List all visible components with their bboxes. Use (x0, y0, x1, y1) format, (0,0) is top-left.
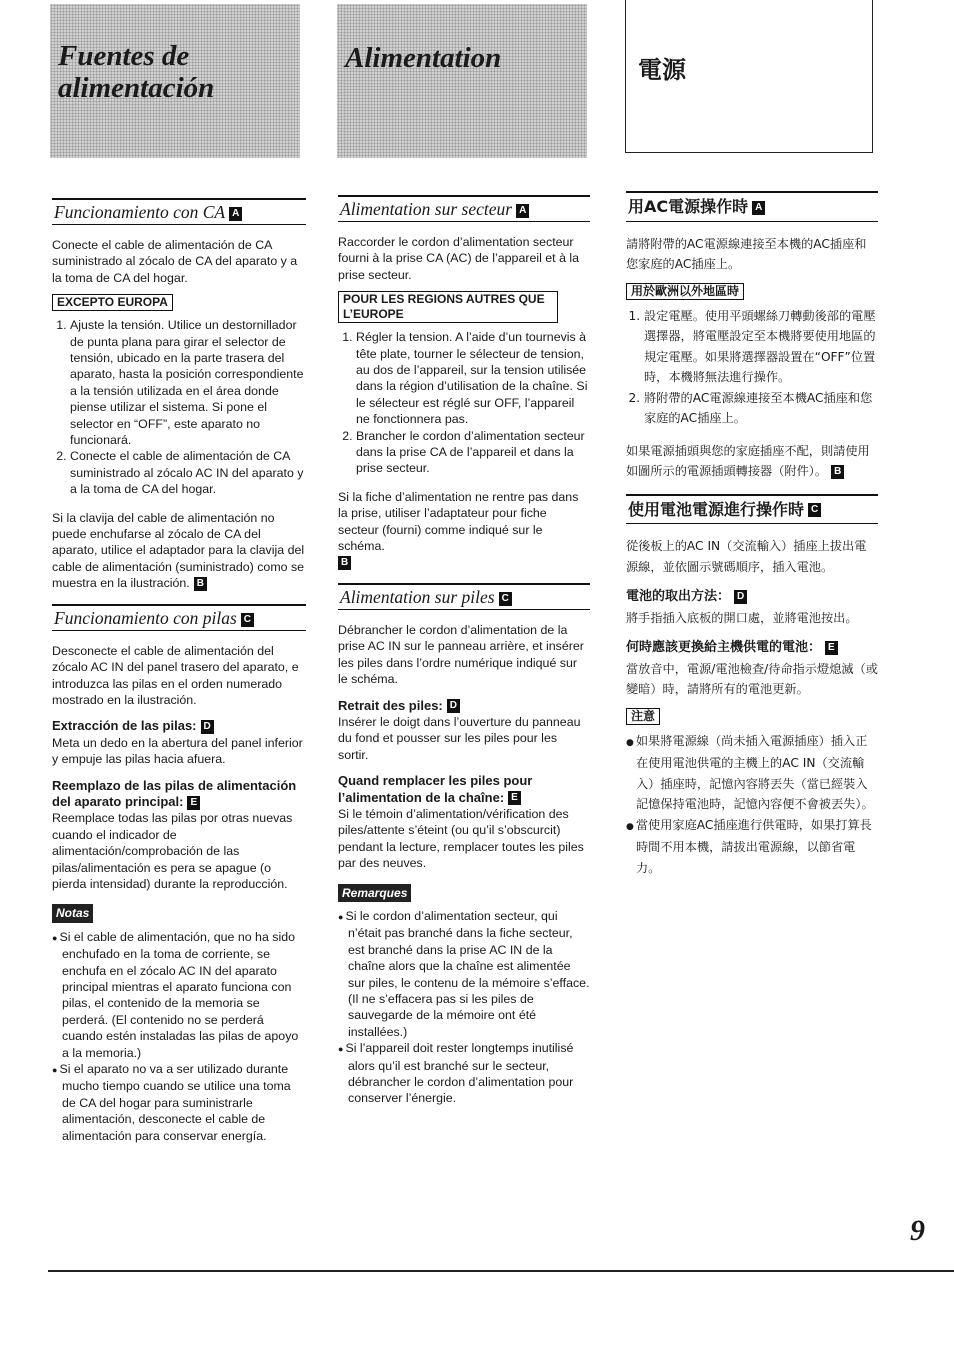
paragraph: Raccorder le cordon d’alimentation secteur fourni à la prise CA (AC) de l’appareil et à la prise secteur. (338, 234, 580, 282)
subheading: Extracción de las pilas: (52, 718, 197, 734)
step-item: 2. 將附帶的AC電源線連接至本機AC插座和您家庭的AC插座上。 (644, 388, 878, 429)
paragraph: Desconecte el cable de alimentación del zócalo AC IN del panel trasero del aparato, e introduzca las pilas en el orden numerado mostrado en la ilustración. (52, 643, 299, 707)
step-item: 1. Ajuste la tensión. Utilice un destornillador de punta plana para girar el selector de tensión, ubicado en la parte trasera del aparato, hasta la posición correspondiente a la tensión utilizada en el área donde piense utilizar el sistema. Si pone el selector en “OFF”, este aparato no funcionará. (70, 317, 306, 448)
figure-tag: A (229, 207, 242, 221)
paragraph: 從後板上的AC IN（交流輸入）插座上拔出電源線，並依圖示號碼順序，插入電池。 (626, 539, 867, 574)
page-number: 9 (910, 1214, 925, 1247)
figure-tag: C (499, 592, 512, 606)
paragraph: Meta un dedo en la abertura del panel inferior y empuje las pilas hacia afuera. (52, 735, 303, 767)
note-item: ● Si el aparato no va a ser utilizado durante mucho tiempo cuando se utilice una toma de CA del hogar para suministrarle alimentación, desconecte el cable de alimentación para conservar energía. (52, 1061, 306, 1144)
notes-list (52, 929, 306, 1144)
region-label: 用於歐洲以外地區時 (626, 283, 744, 300)
section-title: 用AC電源操作時 (628, 197, 749, 216)
section-title: Alimentation sur secteur (340, 199, 513, 219)
header-es (50, 4, 300, 158)
section-ac-cn (626, 191, 878, 222)
steps-list (626, 306, 878, 429)
notes-list (626, 731, 878, 879)
paragraph: Débrancher le cordon d’alimentation de la prise AC IN sur le panneau arrière, et insérer les piles dans l’ordre numérique indiqué sur le schéma. (338, 622, 584, 687)
section-title: Funcionamiento con pilas (54, 607, 237, 628)
note-item: ● 如果將電源線（尚未插入電源插座）插入正在使用電池供電的主機上的AC IN（交流輸入）插座時，記憶內容將丟失（當已經裝入記憶保持電池時，記憶內容便不會被丟失）。 (626, 731, 878, 815)
column-fr (338, 195, 590, 1107)
figure-tag: B (338, 556, 351, 570)
section-ac-es (52, 198, 306, 225)
paragraph: Si le témoin d’alimentation/vérification des piles/attente s’éteint (ou qu’il s’obscurcit) pendant la lecture, remplacer toutes les piles par des neuves. (338, 806, 584, 871)
step-item: 2. Conecte el cable de alimentación de CA suministrado al zócalo AC IN del aparato y a la toma de CA del hogar. (70, 448, 306, 497)
figure-tag: C (808, 503, 821, 517)
note-item: ● Si l’appareil doit rester longtemps inutilisé alors qu’il est branché sur le secteur, débrancher le cordon d’alimentation pour conserver l’énergie. (338, 1040, 590, 1107)
figure-tag: A (516, 204, 529, 218)
steps-list (52, 317, 306, 497)
section-battery-es (52, 604, 306, 631)
paragraph: 如果電源插頭與您的家庭插座不配，則請使用如圖所示的電源插頭轉接器（附件）。 (626, 443, 870, 478)
column-es (52, 198, 306, 1144)
paragraph: 當放音中，電源/電池檢查/待命指示燈熄滅（或變暗）時，請將所有的電池更新。 (626, 661, 878, 696)
notes-label: 注意 (626, 708, 660, 725)
paragraph: Conecte el cable de alimentación de CA suministrado al zócalo de CA del aparato y a la toma de CA del hogar. (52, 237, 298, 285)
figure-tag: E (187, 796, 200, 810)
section-ac-fr (338, 195, 590, 222)
paragraph: 請將附帶的AC電源線連接至本機的AC插座和您家庭的AC插座上。 (626, 236, 867, 271)
section-title: Funcionamiento con CA (54, 202, 226, 222)
note-item: ● Si le cordon d’alimentation secteur, qui n’était pas branché dans la fiche secteur, est branché dans la prise AC IN de la chaîne alors que la chaîne est alimentée sur piles, le contenu de la mémoire s’efface. (Il ne s’effacera pas si les piles de sauvegarde de la mémoire ont été installées.) (338, 908, 590, 1040)
section-battery-fr (338, 583, 590, 610)
figure-tag: A (752, 201, 765, 215)
region-label: POUR LES REGIONS AUTRES QUE L’EUROPE (338, 291, 558, 323)
column-cn (626, 191, 878, 878)
section-title: 使用電池電源進行操作時 (628, 499, 805, 519)
header-title-es: Fuentes de alimentación (58, 40, 215, 104)
subheading: Reemplazo de las pilas de alimentación del aparato principal: (52, 777, 297, 809)
header-title-fr: Alimentation (345, 42, 502, 74)
figure-tag: D (447, 699, 460, 713)
paragraph: Insérer le doigt dans l’ouverture du panneau du fond et pousser sur les piles pour les sortir. (338, 714, 581, 762)
paragraph: Si la fiche d’alimentation ne rentre pas dans la prise, utiliser l’adaptateur pour fiche secteur (fourni) comme indiqué sur le schéma. (338, 489, 579, 554)
header-fr (337, 4, 587, 158)
figure-tag: B (194, 577, 207, 591)
step-item: 1. Régler la tension. A l’aide d’un tournevis à tête plate, tourner le sélecteur de tension, au dos de l’appareil, sur la tension utilisée dans la région d’utilisation de la chaîne. Si le sélecteur est réglé sur OFF, l’appareil ne fonctionnera pas. (356, 329, 590, 427)
step-item: 2. Brancher le cordon d’alimentation secteur dans la prise CA de l’appareil et dans la prise secteur. (356, 428, 590, 477)
figure-tag: B (831, 465, 844, 479)
figure-tag: C (241, 613, 254, 627)
subheading: 何時應該更換給主機供電的電池： (626, 640, 822, 655)
region-label: EXCEPTO EUROPA (52, 294, 173, 311)
header-title-cn: 電源 (638, 56, 686, 84)
figure-tag: D (734, 590, 747, 604)
figure-tag: E (825, 641, 838, 655)
notes-list (338, 908, 590, 1107)
steps-list (338, 329, 590, 477)
subheading: Quand remplacer les piles pour l’alimentation de la chaîne: (338, 773, 533, 805)
paragraph: Reemplace todas las pilas por otras nuevas cuando el indicador de alimentación/comprobación de las pilas/alimentación es pera se apague (o pierda intensidad) durante la reproducción. (52, 811, 293, 891)
note-item: ● 當使用家庭AC插座進行供電時，如果打算長時間不用本機，請拔出電源線，以節省電力。 (626, 815, 878, 879)
notes-label: Notas (52, 904, 93, 922)
subheading: 電池的取出方法： (626, 589, 731, 604)
footer-rule (48, 1270, 954, 1272)
figure-tag: E (508, 791, 521, 805)
section-battery-cn (626, 494, 878, 525)
header-cn (625, 0, 873, 153)
paragraph: Si la clavija del cable de alimentación no puede enchufarse al zócalo de CA del aparato, utilice el adaptador para la clavija del cable de alimentación (suministrado) como se muestra en la ilustración. (52, 510, 305, 591)
figure-tag: D (201, 720, 214, 734)
notes-label: Remarques (338, 884, 411, 902)
step-item: 1. 設定電壓。使用平頭螺絲刀轉動後部的電壓選擇器，將電壓設定至本機將要使用地區的規定電壓。如果將選擇器設置在“OFF”位置時，本機將無法進行操作。 (644, 306, 878, 388)
section-title: Alimentation sur piles (340, 586, 495, 607)
paragraph: 將手指插入底板的開口處，並將電池按出。 (626, 610, 858, 625)
subheading: Retrait des piles: (338, 697, 443, 713)
note-item: ● Si el cable de alimentación, que no ha sido enchufado en la toma de corriente, se enchufa en el zócalo AC IN del aparato principal mientras el aparato funciona con pilas, el contenido de la memoria se perderá. (El contenido no se perderá cuando estén instaladas las pilas de apoyo a la memoria.) (52, 929, 306, 1061)
